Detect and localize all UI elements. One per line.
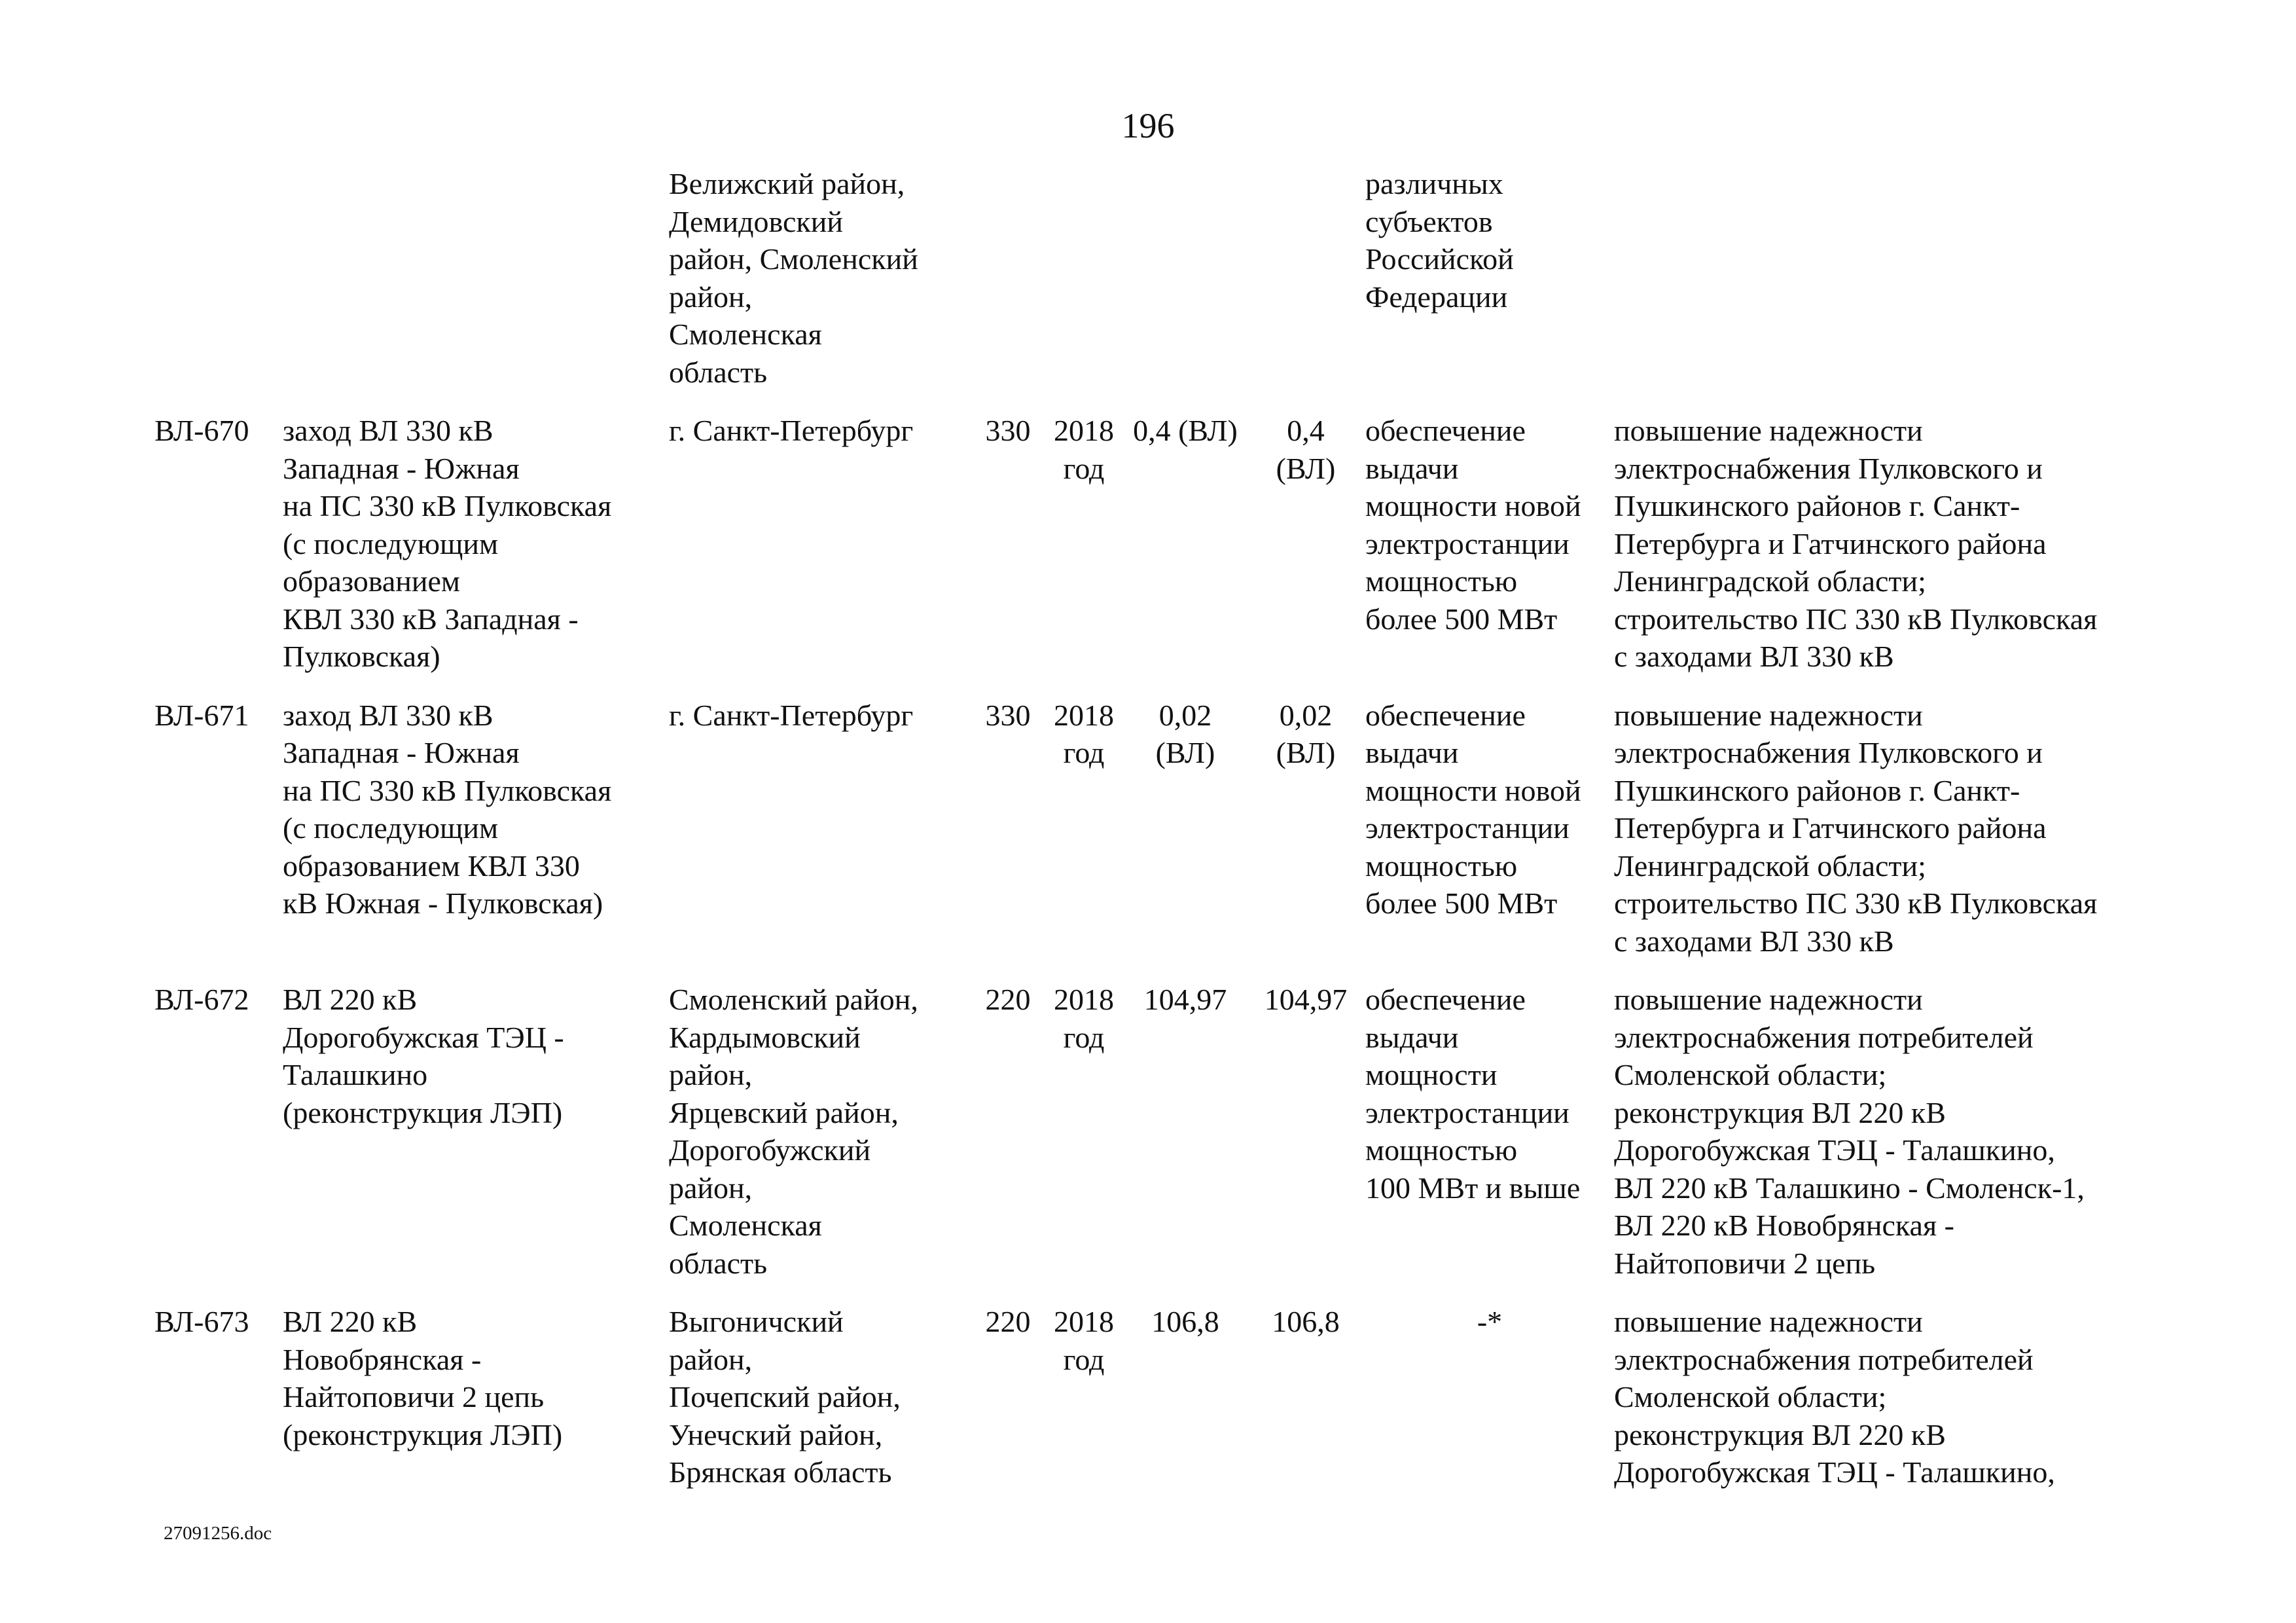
table-row — [154, 412, 2183, 676]
cell-name: заход ВЛ 330 кВ Западная - Южная на ПС 330 кВ Пулковская (с последующим образованием КВЛ 330 кВ Южная - Пулковская) — [283, 698, 612, 920]
cell-length-new: 0,02 (ВЛ) — [1276, 698, 1336, 769]
cell-year: 2018 год — [1054, 983, 1114, 1054]
cell-voltage: 220 — [985, 983, 1031, 1016]
cell-code: ВЛ-671 — [154, 698, 249, 732]
table-row-continuation — [154, 165, 2183, 391]
cell-code: ВЛ-672 — [154, 983, 249, 1016]
page-number: 196 — [1121, 106, 1175, 145]
cell-voltage: 220 — [985, 1305, 1031, 1338]
cell-voltage: 330 — [985, 698, 1031, 732]
cell-voltage: 330 — [985, 414, 1031, 447]
cell-length-total: 0,4 (ВЛ) — [1133, 414, 1238, 447]
cell-justification: повышение надежности электроснабжения Пулковского и Пушкинского районов г. Санкт- Петербурга и Гатчинского района Ленинградской области; строительство ПС 330 кВ Пулковская с заходами ВЛ 330 кВ — [1614, 698, 2098, 958]
cell-code: ВЛ-670 — [154, 414, 249, 447]
cell-year: 2018 год — [1054, 698, 1114, 769]
cell-length-new: 104,97 — [1264, 983, 1348, 1016]
cell-location: Смоленский район, Кардымовский район, Ярцевский район, Дорогобужский район, Смоленская область — [669, 983, 918, 1280]
cell-purpose: различных субъектов Российской Федерации — [1365, 167, 1514, 314]
cell-location: г. Санкт-Петербург — [669, 698, 914, 732]
cell-purpose: обеспечение выдачи мощности электростанции мощностью 100 МВт и выше — [1365, 983, 1581, 1205]
cell-justification: повышение надежности электроснабжения Пулковского и Пушкинского районов г. Санкт- Петербурга и Гатчинского района Ленинградской области; строительство ПС 330 кВ Пулковская с заходами ВЛ 330 кВ — [1614, 414, 2098, 673]
cell-location: Велижский район, Демидовский район, Смоленский район, Смоленская область — [669, 167, 918, 389]
cell-name: ВЛ 220 кВ Дорогобужская ТЭЦ - Талашкино (реконструкция ЛЭП) — [283, 983, 564, 1129]
document-table — [154, 165, 2183, 1491]
cell-length-new: 106,8 — [1272, 1305, 1340, 1338]
cell-purpose: обеспечение выдачи мощности новой электростанции мощностью более 500 МВт — [1365, 414, 1581, 636]
cell-location: Выгоничский район, Почепский район, Унечский район, Брянская область — [669, 1305, 901, 1489]
cell-length-total: 106,8 — [1151, 1305, 1219, 1338]
cell-year: 2018 год — [1054, 1305, 1114, 1376]
cell-year: 2018 год — [1054, 414, 1114, 485]
footer-filename: 27091256.doc — [164, 1523, 272, 1544]
cell-length-total: 0,02 (ВЛ) — [1155, 698, 1215, 769]
cell-code: ВЛ-673 — [154, 1305, 249, 1338]
cell-location: г. Санкт-Петербург — [669, 414, 914, 447]
table-row — [154, 1303, 2183, 1491]
cell-justification: повышение надежности электроснабжения потребителей Смоленской области; реконструкция ВЛ 220 кВ Дорогобужская ТЭЦ - Талашкино, ВЛ 220 кВ Талашкино - Смоленск-1, ВЛ 220 кВ Новобрянская - Найтоповичи 2 цепь — [1614, 983, 2085, 1280]
cell-length-total: 104,97 — [1143, 983, 1227, 1016]
cell-purpose: обеспечение выдачи мощности новой электростанции мощностью более 500 МВт — [1365, 698, 1581, 920]
cell-name: заход ВЛ 330 кВ Западная - Южная на ПС 330 кВ Пулковская (с последующим образованием КВЛ 330 кВ Западная - Пулковская) — [283, 414, 612, 673]
table-row — [154, 697, 2183, 960]
cell-name: ВЛ 220 кВ Новобрянская - Найтоповичи 2 цепь (реконструкция ЛЭП) — [283, 1305, 563, 1451]
cell-purpose: -* — [1477, 1305, 1503, 1338]
cell-justification: повышение надежности электроснабжения потребителей Смоленской области; реконструкция ВЛ 220 кВ Дорогобужская ТЭЦ - Талашкино, — [1614, 1305, 2055, 1489]
cell-length-new: 0,4 (ВЛ) — [1276, 414, 1336, 485]
table-row — [154, 981, 2183, 1282]
